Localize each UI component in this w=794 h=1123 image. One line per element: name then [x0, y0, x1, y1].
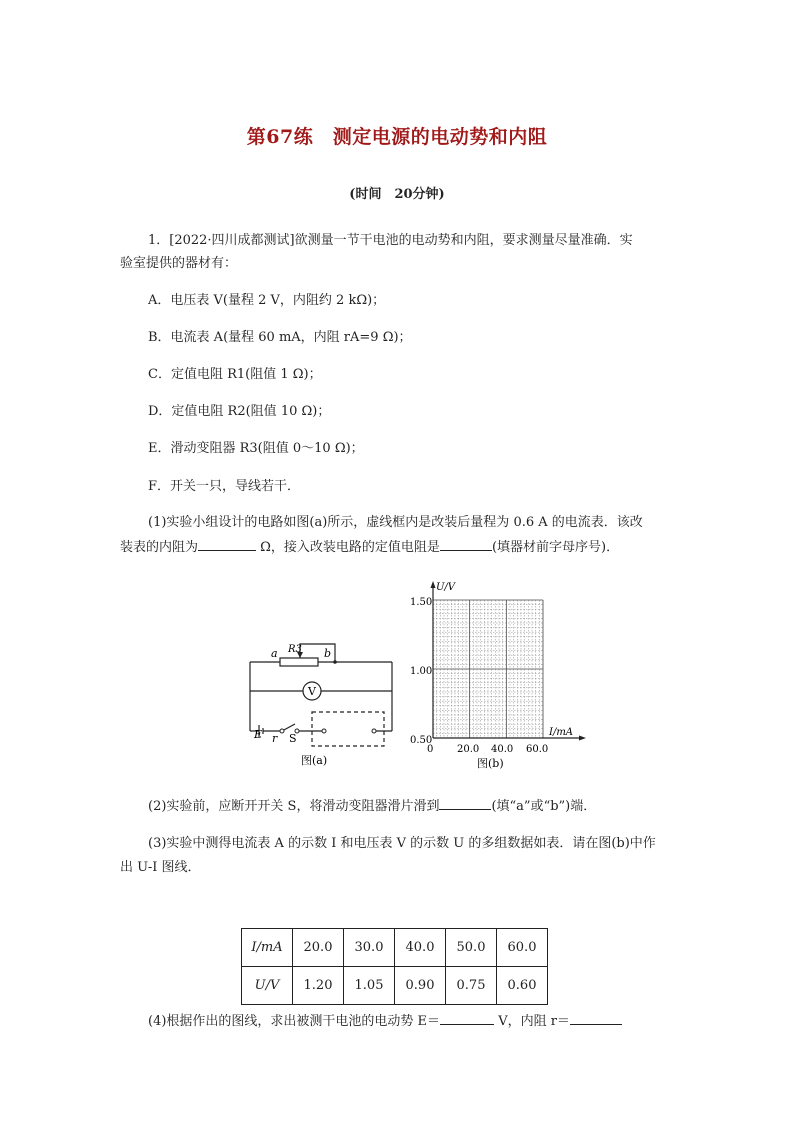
data-table	[241, 928, 548, 1005]
y-tick-label: 1.00	[410, 666, 433, 677]
question-intro-line2: 验室提供的器材有：	[120, 256, 238, 271]
circuit-figure-a	[240, 630, 400, 770]
option-f: F．开关一只，导线若干．	[148, 479, 301, 494]
option-c: C．定值电阻 R1(阻值 1 Ω)；	[148, 367, 322, 382]
table-cell: 60.0	[497, 929, 548, 967]
table-cell: 1.20	[293, 967, 344, 1005]
y-tick-label: 0.50	[410, 735, 433, 746]
part3-line2: 出 U-I 图线．	[120, 860, 201, 875]
part4-text-b: V，内阻 r＝	[498, 1014, 570, 1029]
time-subtitle: (时间 20分钟)	[349, 187, 445, 202]
label-b: b	[324, 647, 332, 660]
part2-line	[148, 795, 596, 818]
option-b: B．电流表 A(量程 60 mA，内阻 rA=9 Ω)；	[148, 330, 412, 345]
table-row	[242, 929, 548, 967]
table-cell: 1.05	[344, 967, 395, 1005]
part1-text-a: 装表的内阻为	[120, 540, 199, 555]
question-intro-line1: 1．[2022·四川成都测试]欲测量一节干电池的电动势和内阻，要求测量尽量准确．实	[148, 233, 633, 248]
answer-blank-emf[interactable]	[440, 1010, 494, 1025]
label-s: S	[289, 732, 297, 745]
label-e: E	[254, 728, 263, 741]
figure-a-caption: 图(a)	[301, 754, 328, 767]
option-e: E．滑动变阻器 R3(阻值 0～10 Ω)；	[148, 441, 364, 456]
table-cell: 0.90	[395, 967, 446, 1005]
part1-line2	[120, 536, 619, 559]
table-row	[242, 967, 548, 1005]
table-cell: 50.0	[446, 929, 497, 967]
figure-b-caption: 图(b)	[477, 757, 504, 770]
answer-blank-resistance[interactable]	[198, 536, 256, 551]
graph-figure-b	[405, 578, 590, 770]
part2-text-a: (2)实验前，应断开开关 S，将滑动变阻器滑片滑到	[148, 799, 440, 814]
option-a: A．电压表 V(量程 2 V，内阻约 2 kΩ)；	[148, 293, 386, 308]
page-title: 第67练 测定电源的电动势和内阻	[246, 126, 548, 148]
x-tick-label: 20.0	[457, 744, 480, 755]
x-axis-label: I/mA	[549, 727, 574, 738]
table-cell: 40.0	[395, 929, 446, 967]
option-d: D．定值电阻 R2(阻值 10 Ω)；	[148, 404, 331, 419]
x-tick-label: 0	[427, 744, 434, 755]
part1-text-c: (填器材前字母序号)．	[491, 540, 620, 555]
y-tick-label: 1.50	[410, 597, 433, 608]
x-tick-label: 40.0	[491, 744, 514, 755]
answer-blank-end[interactable]	[439, 795, 491, 810]
label-a: a	[271, 647, 278, 660]
table-cell: 30.0	[344, 929, 395, 967]
voltmeter-label: V	[308, 685, 316, 698]
part2-text-b: (填“a”或“b”)端．	[491, 799, 597, 814]
table-cell: I/mA	[242, 929, 293, 967]
table-cell: 0.60	[497, 967, 548, 1005]
part4-line	[148, 1010, 622, 1033]
table-cell: U/V	[242, 967, 293, 1005]
part4-text-a: (4)根据作出的图线，求出被测干电池的电动势 E＝	[148, 1014, 441, 1029]
part1-line1: (1)实验小组设计的电路如图(a)所示，虚线框内是改装后量程为 0.6 A 的电流表．该改	[148, 515, 643, 530]
x-tick-label: 60.0	[526, 744, 549, 755]
label-r3: R3	[288, 644, 302, 655]
table-cell: 20.0	[293, 929, 344, 967]
answer-blank-internal-resistance[interactable]	[570, 1010, 622, 1025]
label-r: r	[272, 732, 278, 745]
part3-line1: (3)实验中测得电流表 A 的示数 I 和电压表 V 的示数 U 的多组数据如表．请在图(b)中作	[148, 836, 656, 851]
y-axis-label: U/V	[436, 582, 456, 593]
table-cell: 0.75	[446, 967, 497, 1005]
answer-blank-resistor-choice[interactable]	[440, 536, 492, 551]
part1-text-b: Ω，接入改装电路的定值电阻是	[260, 540, 440, 555]
